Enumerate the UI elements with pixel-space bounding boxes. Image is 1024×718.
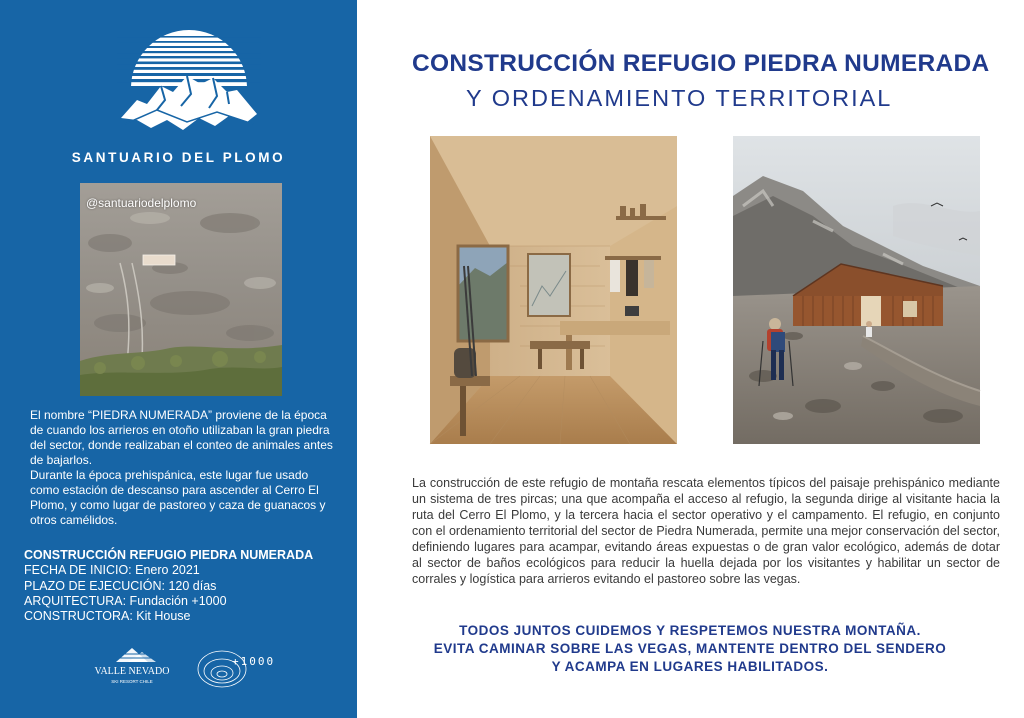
spec-architecture: ARQUITECTURA: Fundación +1000 [24,593,227,608]
sidebar [0,0,357,718]
message-line: TODOS JUNTOS CUIDEMOS Y RESPETEMOS NUESTRA MONTAÑA. [459,623,921,638]
history-paragraph: Durante la época prehispánica, este lugar fue usado como estación de descanso para ascender al Cerro El Plomo, y como lugar de pastoreo y caza de guanacos y otros camélidos. [30,468,326,527]
spec-duration: PLAZO DE EJECUCIÓN: 120 días [24,578,217,593]
spec-builder: CONSTRUCTORA: Kit House [24,609,191,624]
aerial-photo [80,183,282,396]
project-description: La construcción de este refugio de montaña rescata elementos típicos del paisaje prehispánico mediante un sistema de tres pircas; una que acompaña el acceso al refugio, la segunda dirige al visitante hacia la ruta del Cerro El Plomo, y la tercera hacia el sector operativo y el campamento. El refugio, en conjunto con el ordenamiento territorial del sector de Piedra Numerada, permite una mejor conservación del sector, definiendo lugares para acampar, evitando áreas expuestas o de gran valor ecológico, además de dotar al sector de baños ecológicos para reducir la huella dejada por los visitantes y habilitar un sector de corrales y logística para arrieros evitando el pastoreo sobre las vegas. [412,476,1000,586]
page-title: CONSTRUCCIÓN REFUGIO PIEDRA NUMERADA [412,50,990,77]
conservation-message [420,622,960,676]
instagram-handle: @santuariodelplomo [86,196,197,210]
valle-nevado-wordmark: VALLE NEVADO [94,666,170,677]
fundacion-1000-wordmark: +1000 [232,655,276,668]
valle-nevado-tagline: SKI RESORT CHILE [111,679,153,684]
history-text [30,408,340,528]
valle-nevado-logo [88,640,176,688]
spec-start-date: FECHA DE INICIO: Enero 2021 [24,563,200,578]
refuge-interior-render [430,136,677,444]
brand-name: SANTUARIO DEL PLOMO [71,150,286,165]
santuario-logo [117,26,261,136]
project-specs [24,548,313,624]
refuge-exterior-render [733,136,980,444]
fundacion-1000-logo [192,645,276,691]
specs-title: CONSTRUCCIÓN REFUGIO PIEDRA NUMERADA [24,548,314,562]
message-line: Y ACAMPA EN LUGARES HABILITADOS. [551,659,829,674]
history-paragraph: El nombre “PIEDRA NUMERADA” proviene de la época de cuando los arrieros en otoño utilizaban la gran piedra del sector, donde realizaban el conteo de animales antes de bajarlos. [30,408,333,467]
page-subtitle: Y ORDENAMIENTO TERRITORIAL [466,85,893,111]
message-line: EVITA CAMINAR SOBRE LAS VEGAS, MANTENTE DENTRO DEL SENDERO [433,641,947,656]
